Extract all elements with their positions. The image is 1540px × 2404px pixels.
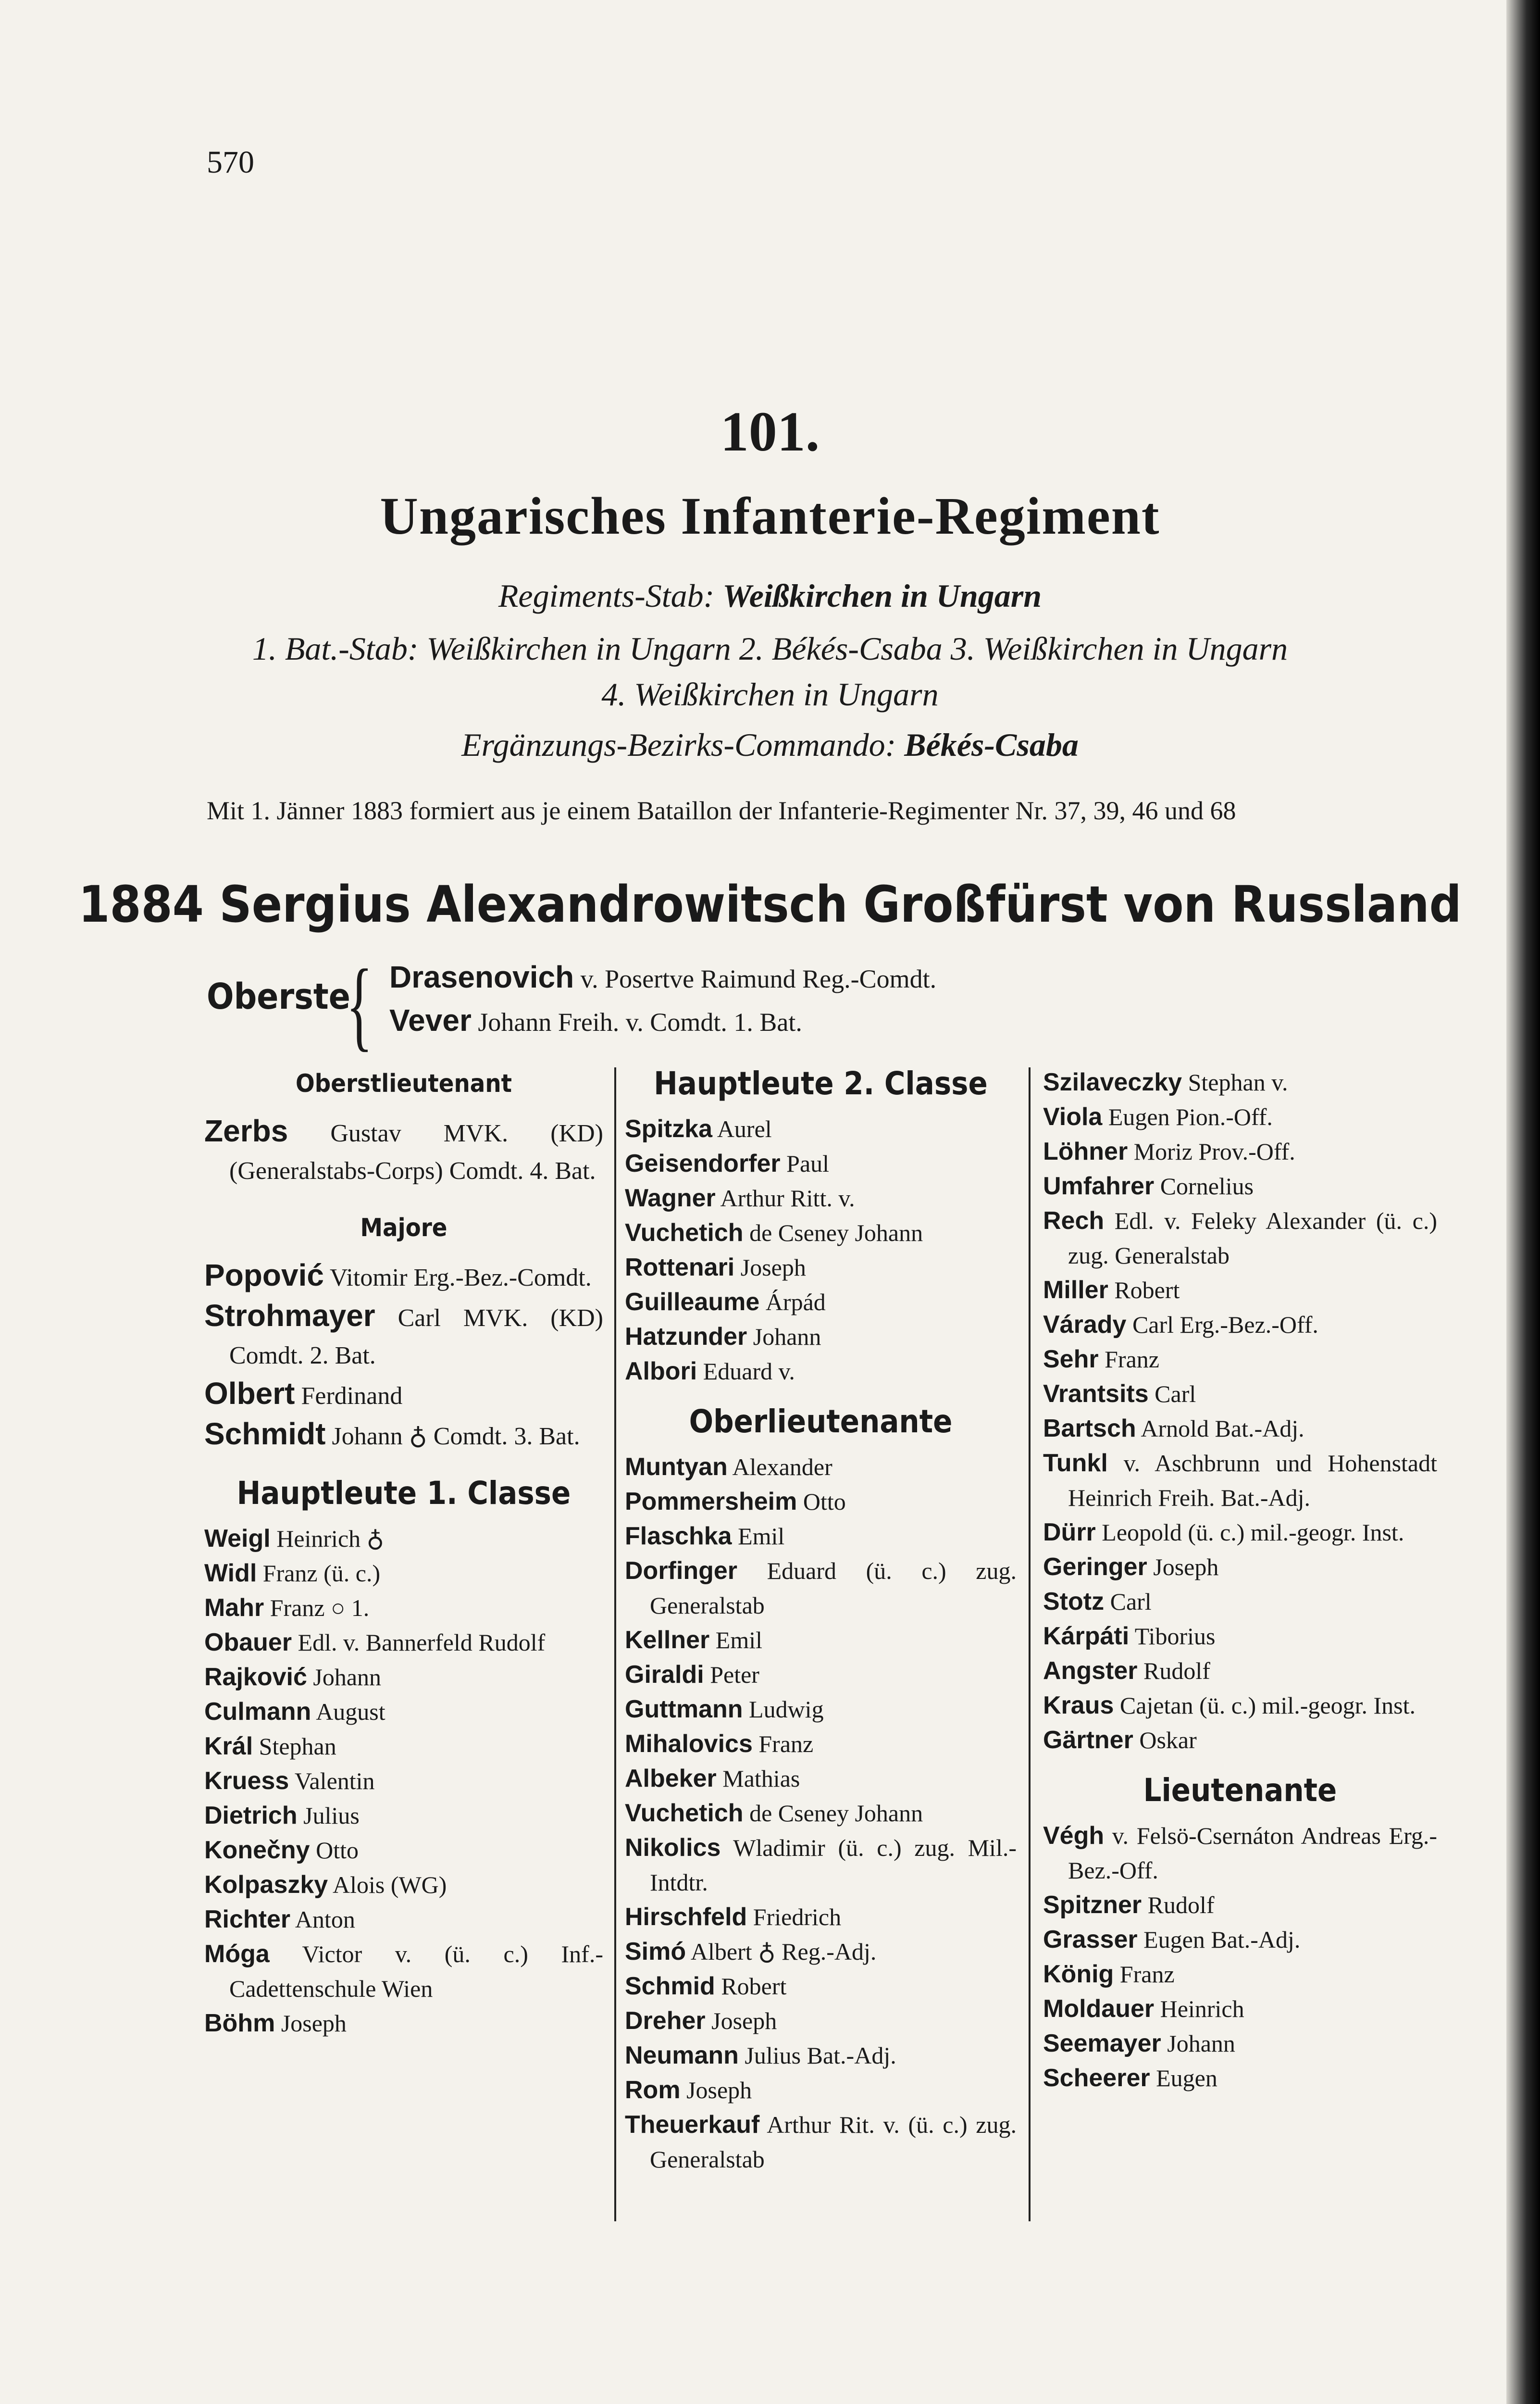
officer-details: de Cseney Johann	[749, 1800, 923, 1827]
regiment-staff-label: Regiments-Stab:	[498, 577, 715, 614]
officer-name: Seemayer	[1043, 2029, 1161, 2057]
officer-entry	[1043, 1550, 1437, 1584]
section-head-majore: Majore	[360, 1214, 447, 1242]
officer-entry	[204, 1375, 603, 1415]
officer-details: Victor v. (ü. c.) Inf.-Cadettenschule Wien	[229, 1941, 603, 2002]
column-3	[1043, 1065, 1437, 2095]
officer-name: Mahr	[204, 1594, 264, 1622]
page-number: 570	[207, 145, 254, 180]
officer-name: Strohmayer	[204, 1298, 375, 1333]
officer-name: Scheerer	[1043, 2064, 1150, 2092]
officer-entry	[204, 1729, 603, 1764]
officer-details: Arthur Ritt. v.	[720, 1185, 855, 1212]
officer-details: v. Felsö-Csernáton Andreas Erg.-Bez.-Off.	[1068, 1822, 1437, 1884]
officer-details: Peter	[710, 1661, 759, 1688]
officer-details: Ludwig	[749, 1696, 824, 1723]
battalion-staff-line-1: 1. Bat.-Stab: Weißkirchen in Ungarn 2. Békés-Csaba 3. Weißkirchen in Ungarn	[252, 630, 1288, 667]
officer-details: Carl	[1155, 1380, 1196, 1407]
officer-entry	[625, 1727, 1017, 1761]
officer-entry	[1043, 1818, 1437, 1888]
officer-entry	[625, 1623, 1017, 1657]
officer-entry	[625, 1830, 1017, 1900]
officer-entry	[625, 1112, 1017, 1146]
officer-entry	[625, 1484, 1017, 1519]
oberste-entry	[389, 959, 936, 995]
formation-note: Mit 1. Jänner 1883 formiert aus je einem Bataillon der Infanterie-Regimenter Nr. 37, 39, 46 und 68	[207, 796, 1236, 825]
officer-details: Rudolf	[1147, 1891, 1215, 1918]
officer-entry	[625, 1692, 1017, 1727]
officer-entry	[204, 2006, 603, 2041]
officer-details: August	[316, 1698, 385, 1725]
officer-name: Neumann	[625, 2041, 739, 2069]
officer-name: Kraus	[1043, 1691, 1114, 1719]
officer-details: Joseph	[740, 1254, 806, 1281]
officer-entry	[1043, 1619, 1437, 1653]
officer-name: Viola	[1043, 1103, 1103, 1131]
officer-name: Dietrich	[204, 1802, 298, 1829]
officer-name: Tunkl	[1043, 1449, 1108, 1477]
officer-details: Otto	[316, 1837, 359, 1864]
officer-details: Leopold (ü. c.) mil.-geogr. Inst.	[1102, 1519, 1404, 1546]
officer-details: Johann	[1167, 2030, 1235, 2057]
officer-entry	[204, 1297, 603, 1375]
officer-entry	[204, 1521, 603, 1556]
officer-details: Franz (ü. c.)	[262, 1560, 381, 1587]
officer-name: Obauer	[204, 1628, 292, 1656]
officer-name: Kruess	[204, 1767, 289, 1795]
column-divider	[614, 1067, 616, 2221]
officer-entry	[1043, 1446, 1437, 1515]
commando-line	[0, 726, 1540, 764]
officer-entry	[1043, 1065, 1437, 1100]
officer-name: Albeker	[625, 1765, 717, 1792]
officer-name: Albori	[625, 1357, 697, 1385]
officer-details: Franz ○ 1.	[270, 1594, 370, 1621]
officer-name: Widl	[204, 1559, 257, 1587]
officer-details: Wladimir (ü. c.) zug. Mil.-Intdtr.	[650, 1834, 1017, 1896]
officer-name: Mihalovics	[625, 1730, 753, 1758]
officer-entry	[204, 1660, 603, 1694]
officer-name: Várady	[1043, 1311, 1127, 1339]
officer-details: Stephan v.	[1188, 1069, 1288, 1096]
officer-name: Vuchetich	[625, 1799, 744, 1827]
officer-entry	[1043, 1653, 1437, 1688]
officer-details: Friedrich	[753, 1903, 842, 1930]
officer-entry	[625, 1146, 1017, 1181]
officer-details: Joseph	[281, 2010, 347, 2037]
section-head-oberlieutenante: Oberlieutenante	[689, 1403, 953, 1440]
officer-details: Eduard (ü. c.) zug. Generalstab	[650, 1557, 1017, 1619]
officer-entry	[1043, 1134, 1437, 1169]
officer-name: Nikolics	[625, 1834, 721, 1862]
battalion-staff-line-2: 4. Weißkirchen in Ungarn	[601, 676, 939, 713]
regiment-staff-line	[0, 577, 1540, 615]
officer-name: Wagner	[625, 1184, 716, 1212]
officer-name: Miller	[1043, 1276, 1108, 1304]
officer-details: Aurel	[717, 1115, 772, 1142]
officer-details: Julius Bat.-Adj.	[745, 2042, 896, 2069]
officer-entry	[625, 1285, 1017, 1319]
officer-entry	[625, 2003, 1017, 2038]
officer-entry	[625, 1969, 1017, 2003]
officer-entry	[1043, 1307, 1437, 1342]
officer-name: Geisendorfer	[625, 1150, 781, 1177]
officer-name: Sehr	[1043, 1345, 1099, 1373]
officer-entry	[204, 1867, 603, 1902]
officer-details: Joseph	[1153, 1553, 1219, 1580]
officer-name: Stotz	[1043, 1588, 1105, 1615]
officer-entry	[625, 2038, 1017, 2073]
officer-entry	[625, 1553, 1017, 1623]
officer-details: Eduard v.	[703, 1358, 795, 1385]
officer-entry	[1043, 1100, 1437, 1134]
officer-entry	[1043, 2026, 1437, 2061]
officer-details: v. Posertve Raimund Reg.-Comdt.	[580, 964, 937, 993]
officer-name: Culmann	[204, 1698, 311, 1726]
officer-entry	[625, 1934, 1017, 1969]
officer-name: Löhner	[1043, 1138, 1128, 1165]
officer-details: Julius	[303, 1802, 360, 1829]
officer-details: Moriz Prov.-Off.	[1133, 1138, 1295, 1165]
oberste-label: Oberste	[207, 976, 350, 1017]
commando-label: Ergänzungs-Bezirks-Commando:	[461, 726, 896, 763]
officer-details: Johann Freih. v. Comdt. 1. Bat.	[478, 1008, 802, 1037]
officer-name: Vrantsits	[1043, 1380, 1149, 1408]
officer-entry	[1043, 1203, 1437, 1273]
officer-name: Muntyan	[625, 1453, 728, 1481]
officer-name: Giraldi	[625, 1661, 704, 1689]
officer-entry	[1043, 1957, 1437, 1991]
officer-name: Konečny	[204, 1836, 310, 1864]
officer-name: Simó	[625, 1938, 686, 1966]
officer-entry	[1043, 1991, 1437, 2026]
officer-name: Böhm	[204, 2009, 275, 2037]
officer-name: Zerbs	[204, 1114, 288, 1148]
officer-entry	[204, 1902, 603, 1937]
officer-name: Hatzunder	[625, 1323, 747, 1351]
officer-details: Heinrich ♁	[276, 1525, 385, 1552]
column-divider	[1029, 1067, 1031, 2221]
officer-name: Dürr	[1043, 1518, 1096, 1546]
officer-name: Rajković	[204, 1663, 307, 1691]
officer-details: Paul	[786, 1150, 830, 1177]
officer-entry	[1043, 1411, 1437, 1446]
officer-details: Cajetan (ü. c.) mil.-geogr. Inst.	[1119, 1692, 1416, 1719]
officer-details: Robert	[1114, 1277, 1180, 1303]
officer-entry	[625, 1761, 1017, 1796]
officer-name: Popović	[204, 1258, 324, 1292]
officer-entry	[204, 1256, 603, 1297]
officer-details: Eugen Bat.-Adj.	[1143, 1926, 1301, 1953]
officer-details: Eugen Pion.-Off.	[1108, 1103, 1273, 1130]
officer-details: Joseph	[686, 2077, 752, 2104]
officer-details: Carl Erg.-Bez.-Off.	[1132, 1311, 1318, 1338]
officer-entry	[204, 1415, 603, 1455]
officer-name: Szilaveczky	[1043, 1068, 1182, 1096]
officer-entry	[625, 1519, 1017, 1553]
officer-entry	[625, 1354, 1017, 1389]
officer-name: Dorfinger	[625, 1557, 737, 1585]
officer-entry	[1043, 1584, 1437, 1619]
officer-name: Hirschfeld	[625, 1903, 747, 1931]
officer-details: Árpád	[765, 1289, 826, 1315]
brace-symbol: {	[346, 949, 373, 1061]
officer-name: Gärtner	[1043, 1726, 1133, 1754]
officer-entry	[625, 1181, 1017, 1215]
officer-details: Johann ♁ Comdt. 3. Bat.	[332, 1423, 580, 1450]
officer-name: Richter	[204, 1905, 291, 1933]
officer-entry	[204, 1112, 603, 1190]
officer-name: Kellner	[625, 1626, 710, 1654]
officer-entry	[204, 1937, 603, 2006]
officer-details: Edl. v. Feleky Alexander (ü. c.) zug. Generalstab	[1068, 1207, 1438, 1269]
officer-details: Arthur Rit. v. (ü. c.) zug. Generalstab	[650, 2111, 1017, 2173]
officer-entry	[1043, 1688, 1437, 1723]
officer-entry	[625, 1796, 1017, 1830]
officer-entry	[625, 2073, 1017, 2107]
officer-details: Emil	[738, 1523, 785, 1550]
officer-name: Schmidt	[204, 1416, 326, 1451]
officer-details: Alexander	[732, 1453, 832, 1480]
officer-name: Rottenari	[625, 1253, 735, 1281]
officer-details: Albert ♁ Reg.-Adj.	[690, 1938, 877, 1965]
officer-name: Moldauer	[1043, 1995, 1155, 2023]
column-2	[625, 1065, 1017, 2177]
officer-entry	[625, 1319, 1017, 1354]
officer-entry	[204, 1798, 603, 1833]
officer-name: Dreher	[625, 2007, 706, 2035]
officer-entry	[1043, 1922, 1437, 1957]
officer-details: Carl	[1110, 1588, 1152, 1615]
officer-name: Végh	[1043, 1822, 1105, 1850]
officer-entry	[204, 1625, 603, 1660]
officer-name: Pommersheim	[625, 1488, 797, 1515]
officer-details: Mathias	[722, 1765, 800, 1792]
section-head-lieutenante: Lieutenante	[1143, 1772, 1337, 1809]
officer-details: Cornelius	[1160, 1173, 1254, 1200]
oberste-entry	[389, 1002, 802, 1038]
officer-details: Franz	[1119, 1961, 1175, 1988]
officer-name: König	[1043, 1960, 1114, 1988]
officer-details: Carl MVK. (KD) Comdt. 2. Bat.	[229, 1304, 604, 1369]
officer-details: Eugen	[1156, 2065, 1217, 2091]
officer-name: Weigl	[204, 1525, 271, 1553]
officer-name: Vever	[389, 1003, 472, 1038]
officer-details: Stephan	[259, 1733, 336, 1760]
officer-details: Alois (WG)	[332, 1871, 447, 1898]
officer-details: Franz	[1105, 1346, 1159, 1373]
officer-entry	[625, 1657, 1017, 1692]
officer-entry	[1043, 1169, 1437, 1203]
officer-details: Anton	[295, 1906, 355, 1933]
officer-details: Oskar	[1139, 1727, 1197, 1753]
regiment-patron: 1884 Sergius Alexandrowitsch Großfürst von Russland	[78, 875, 1462, 934]
officer-entry	[204, 1556, 603, 1590]
officer-details: Franz	[758, 1730, 814, 1757]
officer-name: Spitzka	[625, 1115, 713, 1143]
officer-name: Geringer	[1043, 1553, 1147, 1581]
officer-details: de Cseney Johann	[749, 1219, 923, 1246]
regiment-title: Ungarisches Infanterie-Regiment	[380, 487, 1160, 545]
officer-entry	[204, 1694, 603, 1729]
officer-name: Móga	[204, 1940, 270, 1968]
section-head-hauptleute-2: Hauptleute 2. Classe	[654, 1065, 988, 1102]
section-head-hauptleute-1: Hauptleute 1. Classe	[236, 1475, 571, 1512]
officer-entry	[1043, 1377, 1437, 1411]
officer-entry	[625, 1450, 1017, 1484]
officer-name: Bartsch	[1043, 1415, 1136, 1442]
column-1	[204, 1065, 603, 2041]
officer-name: Guilleaume	[625, 1288, 760, 1316]
officer-details: Arnold Bat.-Adj.	[1141, 1415, 1304, 1442]
officer-entry	[1043, 2061, 1437, 2095]
officer-name: Rom	[625, 2076, 681, 2104]
officer-name: Spitzner	[1043, 1891, 1142, 1919]
regiment-staff-value: Weißkirchen in Ungarn	[722, 577, 1042, 614]
officer-name: Olbert	[204, 1376, 295, 1411]
officer-details: Heinrich	[1160, 1995, 1244, 2022]
officer-name: Kárpáti	[1043, 1622, 1130, 1650]
officer-name: Drasenovich	[389, 960, 574, 994]
officer-entry	[1043, 1342, 1437, 1377]
officer-details: Johann	[753, 1323, 821, 1350]
officer-entry	[1043, 1515, 1437, 1550]
officer-name: Guttmann	[625, 1695, 743, 1723]
regiment-number: 101.	[720, 400, 820, 463]
officer-name: Schmid	[625, 1972, 715, 2000]
officer-entry	[625, 1900, 1017, 1934]
officer-name: Grasser	[1043, 1926, 1138, 1953]
officer-entry	[625, 1250, 1017, 1285]
officer-entry	[204, 1590, 603, 1625]
officer-details: Emil	[715, 1627, 763, 1653]
officer-entry	[204, 1833, 603, 1867]
officer-details: Vitomir Erg.-Bez.-Comdt.	[330, 1264, 592, 1291]
officer-name: Rech	[1043, 1207, 1105, 1235]
officer-details: Otto	[803, 1488, 846, 1515]
officer-entry	[625, 2107, 1017, 2177]
officer-details: Johann	[313, 1664, 382, 1690]
officer-name: Angster	[1043, 1657, 1138, 1685]
officer-details: Edl. v. Bannerfeld Rudolf	[298, 1629, 546, 1656]
officer-name: Theuerkauf	[625, 2111, 760, 2139]
page-edge-shadow	[1506, 0, 1540, 2404]
officer-details: Robert	[721, 1973, 787, 2000]
officer-details: Valentin	[294, 1767, 375, 1794]
section-head-oberstlieutenant: Oberstlieutenant	[295, 1069, 512, 1098]
officer-details: Tiborius	[1134, 1623, 1216, 1650]
officer-details: Joseph	[711, 2007, 777, 2034]
officer-name: Flaschka	[625, 1522, 732, 1550]
officer-name: Král	[204, 1732, 253, 1760]
officer-entry	[204, 1764, 603, 1798]
officer-entry	[1043, 1273, 1437, 1307]
officer-details: v. Aschbrunn und Hohenstadt Heinrich Freih. Bat.-Adj.	[1068, 1450, 1438, 1511]
officer-entry	[1043, 1888, 1437, 1922]
officer-details: Gustav MVK. (KD) (Generalstabs-Corps) Comdt. 4. Bat.	[229, 1120, 603, 1185]
officer-details: Ferdinand	[301, 1382, 403, 1410]
officer-name: Vuchetich	[625, 1219, 744, 1247]
officer-details: Rudolf	[1143, 1657, 1210, 1684]
officer-name: Kolpaszky	[204, 1871, 328, 1899]
officer-entry	[625, 1215, 1017, 1250]
commando-value: Békés-Csaba	[904, 726, 1079, 763]
officer-entry	[1043, 1723, 1437, 1757]
officer-name: Umfahrer	[1043, 1172, 1155, 1200]
